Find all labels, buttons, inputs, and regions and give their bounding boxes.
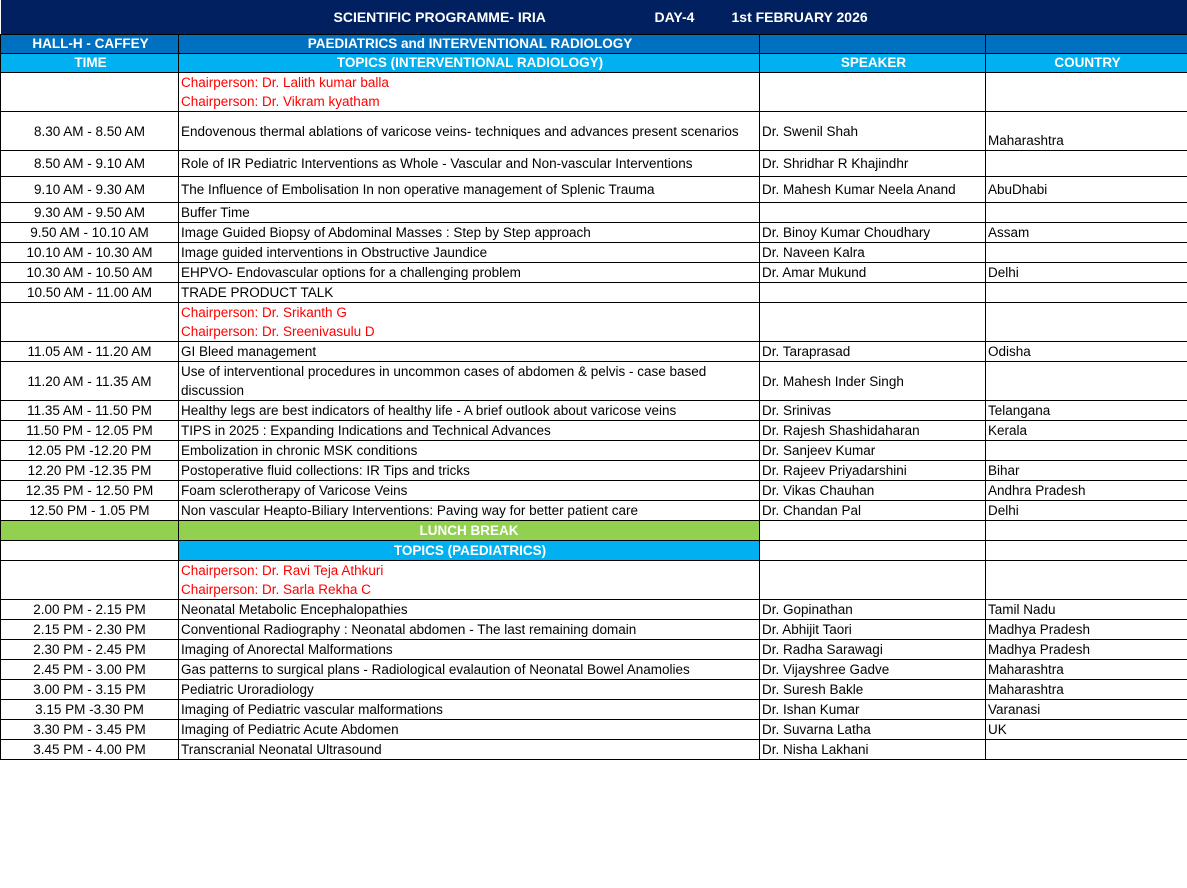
topic-cell: GI Bleed management [179,342,760,362]
country-cell: Delhi [986,263,1187,283]
chairpersons [179,73,760,112]
topic-cell: Gas patterns to surgical plans - Radiological evalaution of Neonatal Bowel Anamolies [179,660,760,680]
table-row [1,243,1187,263]
programme-title: SCIENTIFIC PROGRAMME- IRIA [333,9,546,25]
speaker-cell: Dr. Binoy Kumar Choudhary [760,223,986,243]
speaker-cell: Dr. Vikas Chauhan [760,481,986,501]
hall-name: HALL-H - CAFFEY [1,35,179,54]
speaker-cell: Dr. Naveen Kalra [760,243,986,263]
chairperson-row [1,303,1187,342]
time-cell: 2.00 PM - 2.15 PM [1,600,179,620]
time-cell: 10.50 AM - 11.00 AM [1,283,179,303]
table-row [1,620,1187,640]
table-row [1,401,1187,421]
topic-cell: Neonatal Metabolic Encephalopathies [179,600,760,620]
time-cell: 9.30 AM - 9.50 AM [1,203,179,223]
table-row [1,640,1187,660]
speaker-cell: Dr. Mahesh Inder Singh [760,362,986,401]
table-row [1,203,1187,223]
time-cell: 3.00 PM - 3.15 PM [1,680,179,700]
country-cell [986,362,1187,401]
topic-cell: Postoperative fluid collections: IR Tips and tricks [179,461,760,481]
speaker-cell: Dr. Taraprasad [760,342,986,362]
title-row [1,0,1187,35]
time-cell: 10.10 AM - 10.30 AM [1,243,179,263]
speaker-cell: Dr. Radha Sarawagi [760,640,986,660]
country-cell [986,740,1187,760]
time-cell: 12.05 PM -12.20 PM [1,441,179,461]
topic-cell: Imaging of Pediatric Acute Abdomen [179,720,760,740]
speaker-cell: Dr. Gopinathan [760,600,986,620]
lunch-row [1,521,1187,541]
speaker-cell: Dr. Sanjeev Kumar [760,441,986,461]
table-row [1,461,1187,481]
table-row [1,112,1187,151]
chairperson-row [1,73,1187,112]
topic-cell: Healthy legs are best indicators of healthy life - A brief outlook about varicose veins [179,401,760,421]
column-header-row [1,54,1187,73]
col-time: TIME [1,54,179,73]
col-topics: TOPICS (INTERVENTIONAL RADIOLOGY) [179,54,760,73]
col-speaker: SPEAKER [760,54,986,73]
country-cell: Kerala [986,421,1187,441]
speaker-cell: Dr. Suvarna Latha [760,720,986,740]
speaker-cell: Dr. Chandan Pal [760,501,986,521]
speaker-cell [760,283,986,303]
country-cell [986,283,1187,303]
country-cell: Assam [986,223,1187,243]
table-row [1,501,1187,521]
table-row [1,740,1187,760]
speaker-cell: Dr. Ishan Kumar [760,700,986,720]
speaker-cell [760,203,986,223]
country-cell: Tamil Nadu [986,600,1187,620]
table-row [1,263,1187,283]
time-cell: 10.30 AM - 10.50 AM [1,263,179,283]
topic-cell: Image Guided Biopsy of Abdominal Masses : Step by Step approach [179,223,760,243]
country-cell: Odisha [986,342,1187,362]
chairperson-name: Chairperson: Dr. Lalith kumar balla [181,75,389,90]
table-row [1,660,1187,680]
topic-cell: EHPVO- Endovascular options for a challenging problem [179,263,760,283]
speaker-cell: Dr. Srinivas [760,401,986,421]
country-cell: UK [986,720,1187,740]
chairperson-name: Chairperson: Dr. Ravi Teja Athkuri [181,563,384,578]
time-cell: 2.45 PM - 3.00 PM [1,660,179,680]
table-row [1,177,1187,203]
topic-cell: Pediatric Uroradiology [179,680,760,700]
time-cell: 12.35 PM - 12.50 PM [1,481,179,501]
topic-cell: TIPS in 2025 : Expanding Indications and Technical Advances [179,421,760,441]
time-cell: 2.15 PM - 2.30 PM [1,620,179,640]
speaker-cell: Dr. Abhijit Taori [760,620,986,640]
country-cell: Madhya Pradesh [986,640,1187,660]
table-row [1,481,1187,501]
table-row [1,700,1187,720]
topic-cell: Conventional Radiography : Neonatal abdomen - The last remaining domain [179,620,760,640]
time-cell: 11.20 AM - 11.35 AM [1,362,179,401]
chairperson-name: Chairperson: Dr. Vikram kyatham [181,94,380,109]
paediatrics-topic-row [1,541,1187,561]
chairpersons [179,561,760,600]
country-cell: Delhi [986,501,1187,521]
time-cell: 3.30 PM - 3.45 PM [1,720,179,740]
topic-cell: The Influence of Embolisation In non operative management of Splenic Trauma [179,177,760,203]
topics-paediatrics: TOPICS (PAEDIATRICS) [179,541,760,561]
table-row [1,441,1187,461]
day-label: DAY-4 [654,9,695,25]
time-cell: 12.50 PM - 1.05 PM [1,501,179,521]
col-country: COUNTRY [986,54,1187,73]
speaker-cell: Dr. Amar Mukund [760,263,986,283]
topic-cell: Embolization in chronic MSK conditions [179,441,760,461]
country-cell: Telangana [986,401,1187,421]
date-label: 1st FEBRUARY 2026 [731,9,868,25]
speaker-cell: Dr. Rajesh Shashidaharan [760,421,986,441]
table-row [1,362,1187,401]
time-cell: 3.45 PM - 4.00 PM [1,740,179,760]
hall-row [1,35,1187,54]
time-cell: 11.50 PM - 12.05 PM [1,421,179,441]
country-cell: Madhya Pradesh [986,620,1187,640]
table-row [1,223,1187,243]
chairperson-name: Chairperson: Dr. Sarla Rekha C [181,582,371,597]
topic-cell: Image guided interventions in Obstructive Jaundice [179,243,760,263]
country-cell [986,151,1187,177]
speaker-cell: Dr. Vijayshree Gadve [760,660,986,680]
topic-cell: Transcranial Neonatal Ultrasound [179,740,760,760]
speaker-cell: Dr. Rajeev Priyadarshini [760,461,986,481]
country-cell: AbuDhabi [986,177,1187,203]
table-row [1,342,1187,362]
country-cell [986,203,1187,223]
chairperson-name: Chairperson: Dr. Sreenivasulu D [181,324,375,339]
topic-cell: Imaging of Pediatric vascular malformations [179,700,760,720]
country-cell: Bihar [986,461,1187,481]
topic-cell: Buffer Time [179,203,760,223]
chairpersons [179,303,760,342]
lunch-break: LUNCH BREAK [179,521,760,541]
time-cell: 8.50 AM - 9.10 AM [1,151,179,177]
country-cell: Varanasi [986,700,1187,720]
topic-cell: Non vascular Heapto-Biliary Interventions: Paving way for better patient care [179,501,760,521]
table-row [1,151,1187,177]
time-cell: 12.20 PM -12.35 PM [1,461,179,481]
time-cell: 11.35 AM - 11.50 PM [1,401,179,421]
country-cell: Maharashtra [986,680,1187,700]
table-row [1,720,1187,740]
section-title: PAEDIATRICS and INTERVENTIONAL RADIOLOGY [179,35,760,54]
topic-cell: Use of interventional procedures in uncommon cases of abdomen & pelvis - case based discussion [179,362,760,401]
topic-cell: Imaging of Anorectal Malformations [179,640,760,660]
country-cell: Maharashtra [986,660,1187,680]
topic-cell: Foam sclerotherapy of Varicose Veins [179,481,760,501]
country-cell [986,243,1187,263]
time-cell: 11.05 AM - 11.20 AM [1,342,179,362]
table-row [1,283,1187,303]
country-cell: Maharashtra [986,112,1187,151]
speaker-cell: Dr. Suresh Bakle [760,680,986,700]
table-row [1,600,1187,620]
country-cell: Andhra Pradesh [986,481,1187,501]
table-row [1,421,1187,441]
speaker-cell: Dr. Shridhar R Khajindhr [760,151,986,177]
speaker-cell: Dr. Swenil Shah [760,112,986,151]
time-cell: 8.30 AM - 8.50 AM [1,112,179,151]
time-cell: 9.50 AM - 10.10 AM [1,223,179,243]
time-cell: 2.30 PM - 2.45 PM [1,640,179,660]
speaker-cell: Dr. Mahesh Kumar Neela Anand [760,177,986,203]
topic-cell: Role of IR Pediatric Interventions as Whole - Vascular and Non-vascular Interventions [179,151,760,177]
chairperson-row [1,561,1187,600]
time-cell: 3.15 PM -3.30 PM [1,700,179,720]
topic-cell: Endovenous thermal ablations of varicose veins- techniques and advances present scenarios [179,112,760,151]
chairperson-name: Chairperson: Dr. Srikanth G [181,305,347,320]
topic-cell: TRADE PRODUCT TALK [179,283,760,303]
time-cell: 9.10 AM - 9.30 AM [1,177,179,203]
speaker-cell: Dr. Nisha Lakhani [760,740,986,760]
country-cell [986,441,1187,461]
table-row [1,680,1187,700]
